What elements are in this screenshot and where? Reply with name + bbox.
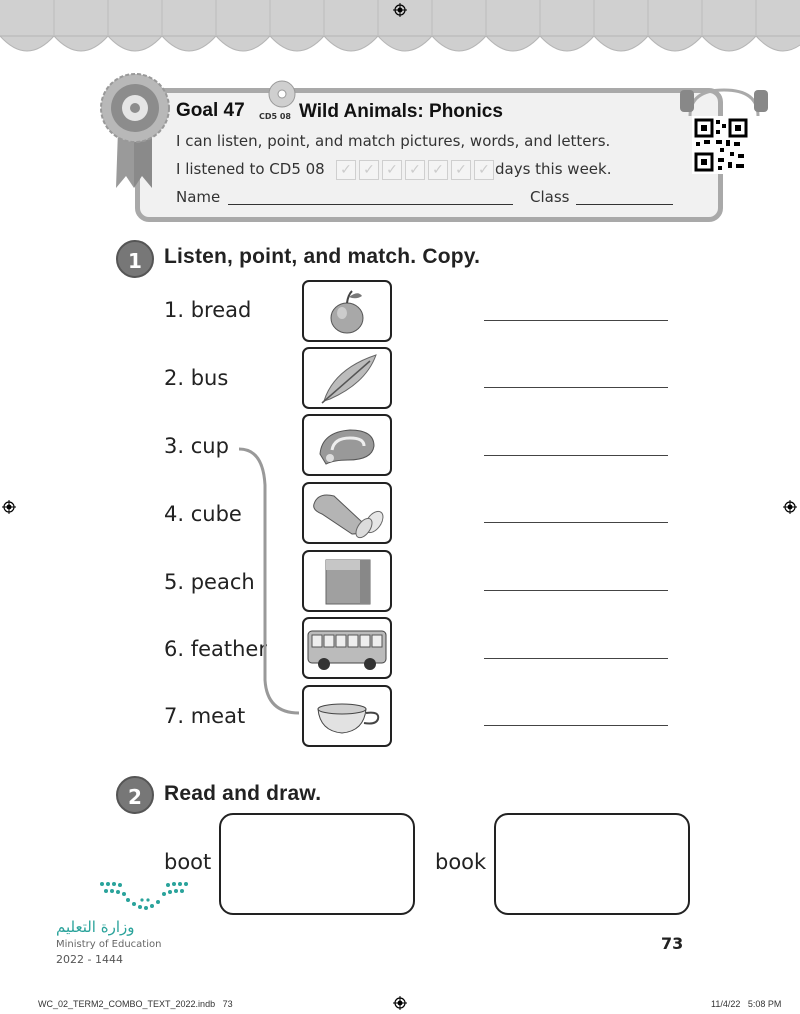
registration-mark-icon [393, 3, 407, 17]
rosette-badge-icon [96, 70, 174, 192]
bus-icon [304, 619, 390, 677]
word-item: 6. feather [164, 637, 267, 661]
picture-bread[interactable] [302, 482, 392, 544]
day-checkbox[interactable]: ✓ [359, 160, 379, 180]
section-2-badge: 2 [116, 776, 154, 814]
class-field[interactable] [576, 190, 673, 205]
word-item: 4. cube [164, 502, 242, 526]
day-checkbox[interactable]: ✓ [474, 160, 494, 180]
timestamp: 11/4/22 5:08 PM [711, 999, 782, 1009]
cup-icon [304, 687, 390, 745]
name-field[interactable] [228, 190, 513, 205]
word-item: 7. meat [164, 704, 246, 728]
draw-word-boot: boot [164, 850, 212, 874]
picture-feather[interactable] [302, 347, 392, 409]
registration-mark-icon [783, 500, 797, 514]
ministry-arabic: وزارة التعليم [56, 918, 135, 936]
day-checkbox[interactable]: ✓ [336, 160, 356, 180]
feather-icon [304, 349, 390, 407]
answer-line[interactable] [484, 590, 668, 591]
peach-icon [304, 282, 390, 340]
cd-icon [264, 79, 300, 109]
file-name: WC_02_TERM2_COMBO_TEXT_2022.indb 73 [38, 999, 233, 1009]
answer-line[interactable] [484, 658, 668, 659]
page-number: 73 [661, 934, 684, 953]
picture-meat[interactable] [302, 414, 392, 476]
bread-icon [304, 484, 390, 542]
answer-line[interactable] [484, 387, 668, 388]
listened-suffix: days this week. [495, 160, 612, 178]
word-item: 2. bus [164, 366, 229, 390]
page-title: Wild Animals: Phonics [299, 101, 503, 122]
answer-line[interactable] [484, 725, 668, 726]
word-item: 1. bread [164, 298, 252, 322]
word-item: 5. peach [164, 570, 255, 594]
year-label: 2022 - 1444 [56, 953, 123, 966]
draw-box-book[interactable] [494, 813, 690, 915]
name-label: Name [176, 188, 221, 206]
registration-mark-icon [2, 500, 16, 514]
day-checkbox[interactable]: ✓ [382, 160, 402, 180]
ministry-logo-icon [98, 880, 192, 914]
meat-icon [304, 416, 390, 474]
cube-icon [304, 552, 390, 610]
registration-mark-icon [393, 996, 407, 1010]
answer-line[interactable] [484, 455, 668, 456]
class-label: Class [530, 188, 570, 206]
answer-line[interactable] [484, 320, 668, 321]
draw-word-book: book [435, 850, 487, 874]
draw-box-boot[interactable] [219, 813, 415, 915]
picture-bus[interactable] [302, 617, 392, 679]
picture-cube[interactable] [302, 550, 392, 612]
section-1-badge: 1 [116, 240, 154, 278]
picture-peach[interactable] [302, 280, 392, 342]
section-2-title: Read and draw. [164, 782, 322, 805]
day-checkbox[interactable]: ✓ [405, 160, 425, 180]
listened-prefix: I listened to CD5 08 [176, 160, 325, 178]
example-match-line [235, 445, 305, 720]
day-checkbox[interactable]: ✓ [428, 160, 448, 180]
section-1-title: Listen, point, and match. Copy. [164, 245, 481, 268]
ministry-english: Ministry of Education [56, 939, 162, 950]
word-item: 3. cup [164, 434, 229, 458]
day-checkboxes[interactable] [336, 159, 497, 180]
goal-label: Goal 47 [176, 100, 245, 121]
answer-line[interactable] [484, 522, 668, 523]
can-statement: I can listen, point, and match pictures, words, and letters. [176, 132, 611, 150]
picture-cup[interactable] [302, 685, 392, 747]
qr-code-icon [692, 116, 750, 174]
cd-label: CD5 08 [259, 112, 291, 121]
day-checkbox[interactable]: ✓ [451, 160, 471, 180]
